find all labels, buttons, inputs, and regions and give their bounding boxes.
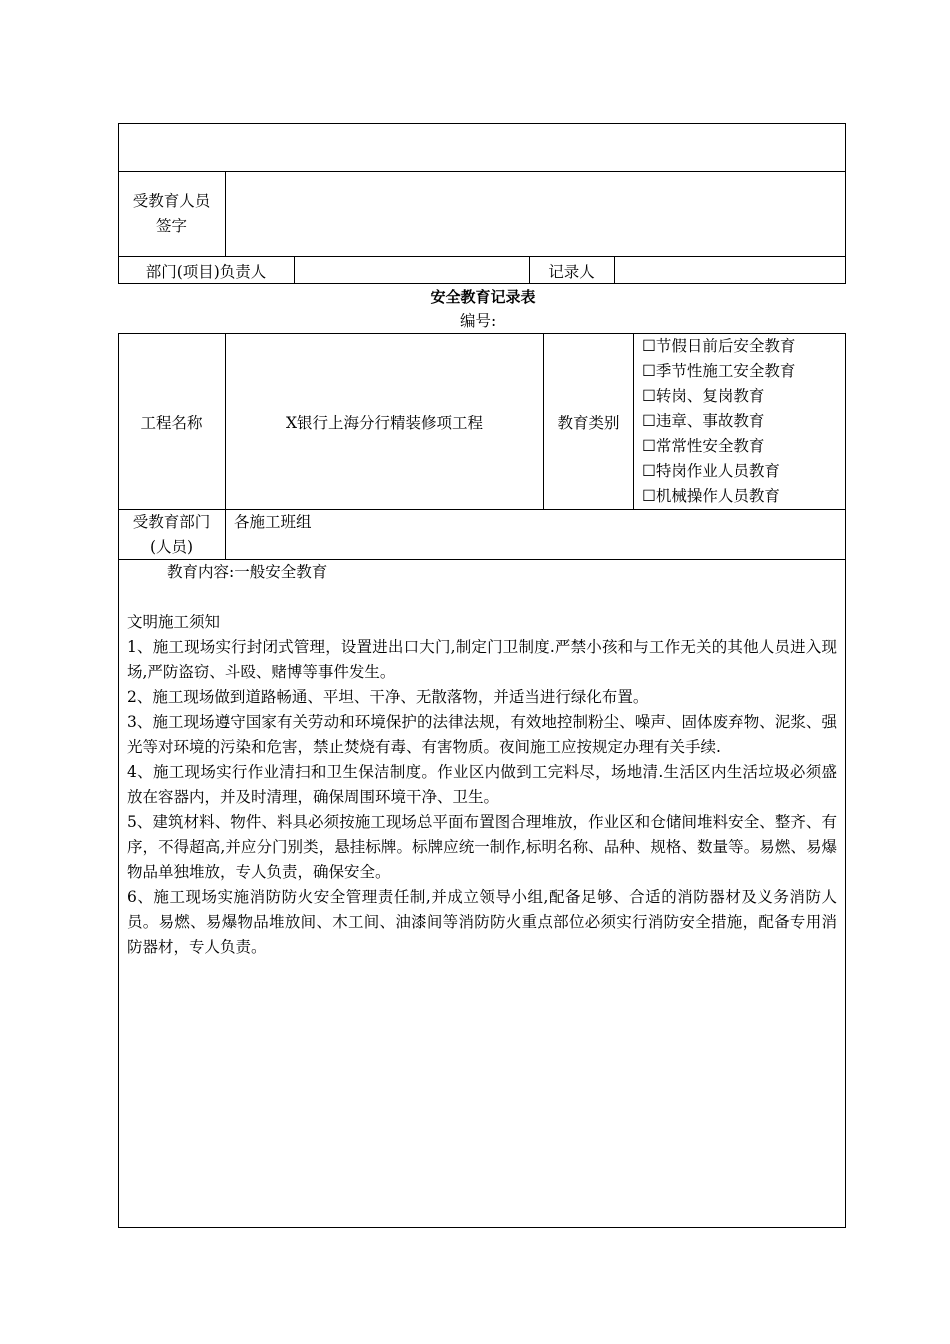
signature-label-line2: 签字 <box>155 217 187 235</box>
signature-field[interactable] <box>226 172 845 256</box>
content-item: 2、施工现场做到道路畅通、平坦、干净、无散落物，并适当进行绿化布置。 <box>127 688 649 706</box>
edu-type-label <box>544 334 633 509</box>
project-name-label-text: 工程名称 <box>140 413 203 432</box>
recorder-field[interactable] <box>615 257 845 284</box>
content-item: 6、施工现场实施消防防火安全管理责任制,并成立领导小组,配备足够、合适的消防器材及义务消防人员。易燃、易爆物品堆放间、木工间、油漆间等消防防火重点部位必须实行消防安全措施，配备专用消防器材，专人负责。 <box>127 888 837 956</box>
edu-type-option-machinery[interactable]: ☐机械操作人员教育 <box>642 487 780 505</box>
content-item: 4、施工现场实行作业清扫和卫生保洁制度。作业区内做到工完料尽，场地清.生活区内生活垃圾必须盛放在容器内，并及时清理，确保周围环境干净、卫生。 <box>127 763 837 806</box>
form-number-label: 编号: <box>460 312 497 330</box>
dept-label <box>118 510 225 559</box>
recorder-label-text: 记录人 <box>548 262 595 281</box>
form-title: 安全教育记录表 <box>430 288 536 306</box>
edu-type-label-text: 教育类别 <box>557 413 620 432</box>
recorder-label <box>529 257 614 284</box>
content-heading: 教育内容:一般安全教育 <box>167 563 328 581</box>
dept-head-label-text: 部门(项目)负责人 <box>145 262 267 281</box>
dept-head-field[interactable] <box>295 257 529 284</box>
dept-value: 各施工班组 <box>234 513 312 531</box>
dept-label-line1: 受教育部门 <box>132 512 211 531</box>
content-item: 1、施工现场实行封闭式管理，设置进出口大门,制定门卫制度.严禁小孩和与工作无关的其他人员进入现场,严防盗窃、斗殴、赌博等事件发生。 <box>127 638 837 681</box>
signature-label <box>118 172 225 256</box>
edu-type-options <box>642 334 842 509</box>
edu-type-option-seasonal[interactable]: ☐季节性施工安全教育 <box>642 362 796 380</box>
edu-type-option-regular[interactable]: ☐常常性安全教育 <box>642 437 765 455</box>
dept-label-line2: (人员) <box>149 537 194 556</box>
edu-type-option-holiday[interactable]: ☐节假日前后安全教育 <box>642 337 796 355</box>
project-name-label <box>118 334 225 509</box>
form-table-divider <box>633 333 634 509</box>
content-item: 3、施工现场遵守国家有关劳动和环境保护的法律法规，有效地控制粉尘、噪声、固体废弃物、泥浆、强光等对环境的污染和危害，禁止焚烧有毒、有害物质。夜间施工应按规定办理有关手续. <box>127 713 837 756</box>
edu-type-option-violation[interactable]: ☐违章、事故教育 <box>642 412 765 430</box>
content-item: 5、建筑材料、物件、料具必须按施工现场总平面布置图合理堆放，作业区和仓储间堆料安全、整齐、有序，不得超高,并应分门别类，悬挂标牌。标牌应统一制作,标明名称、品种、规格、数量等。易燃、易爆物品单独堆放，专人负责，确保安全。 <box>127 813 837 881</box>
signature-label-line1: 受教育人员 <box>132 192 211 210</box>
form-table-divider <box>118 509 846 510</box>
dept-head-label <box>118 257 294 284</box>
edu-type-option-special-post[interactable]: ☐特岗作业人员教育 <box>642 462 780 480</box>
edu-type-option-transfer[interactable]: ☐转岗、复岗教育 <box>642 387 765 405</box>
edu-content <box>127 560 837 960</box>
section-title: 文明施工须知 <box>127 613 221 631</box>
project-name-value-text: X银行上海分行精装修项工程 <box>285 413 484 432</box>
project-name-value <box>226 334 543 509</box>
